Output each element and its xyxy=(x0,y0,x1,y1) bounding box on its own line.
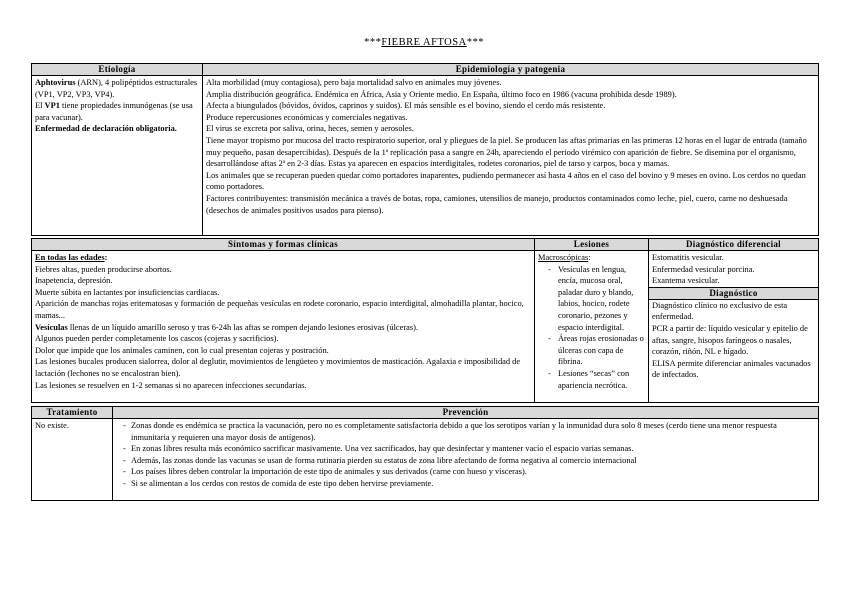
cell-prevencion xyxy=(113,419,819,501)
header-tratamiento: Tratamiento xyxy=(32,407,113,419)
cell-sintomas xyxy=(32,251,535,403)
etiologia-declaracion: Enfermedad de declaración obligatoria. xyxy=(35,124,177,134)
prevencion-list xyxy=(116,420,815,490)
header-lesiones: Lesiones xyxy=(535,239,649,251)
list-item: - Lesiones “secas” con apariencia necrótica. xyxy=(548,368,645,391)
lesiones-heading: Macroscópicas: xyxy=(538,253,591,262)
list-item: - Zonas donde es endémica se practica la vacunación, pero no es completamente satisfactoria debido a que los serotipos varían y la inmunidad dura solo 8 meses (cerdo tiene una menor respuesta inmunitaria y requieren una mayor dosis de antígenos). xyxy=(123,420,815,443)
header-epidemiologia: Epidemiología y patogenia xyxy=(203,64,819,76)
sintoma-line: Algunos pueden perder completamente los cascos (cojeras y sacrificios). xyxy=(35,334,279,344)
sintoma-line: Las lesiones se resuelven en 1-2 semanas si no aparecen infecciones secundarias. xyxy=(35,380,307,390)
etiologia-virus-name: Aphtovirus xyxy=(35,78,76,87)
epi-line: Amplia distribución geográfica. Endémica en África, Asia y Oriente medio. En España, último foco en 1986 (vacuna prohibida desde 1989). xyxy=(206,89,677,99)
cell-etiologia xyxy=(32,76,203,236)
diag-dif-item: Enfermedad vesicular porcina. xyxy=(652,264,755,274)
page-title xyxy=(0,37,848,48)
list-item: - Si se alimentan a los cerdos con restos de comida de este tipo deben hervirse previamente. xyxy=(123,478,815,490)
sintoma-line: Muerte súbita en lactantes por insuficiencias cardiacas. xyxy=(35,287,220,297)
epi-line: Los animales que se recuperan pueden quedar como portadores inaparentes, pudiendo permanecer así hasta 4 años en el caso del bovino y 9 meses en ovino. Los cerdos no quedan como portadores. xyxy=(206,170,806,192)
epi-line: Factores contribuyentes: transmisión mecánica a través de botas, ropa, camiones, utensilios de manejo, productos contaminados como leche, piel, cuero, carne no deshuesada (desechos de animales positivos usados para pienso). xyxy=(206,193,788,215)
title-prefix: *** xyxy=(364,37,382,48)
diagnostico-item: ELISA permite diferenciar animales vacunados de infectados. xyxy=(652,358,811,380)
sintoma-line: Dolor que impide que los animales caminen, con lo cual presentan cojeras y postración. xyxy=(35,345,329,355)
lesiones-list xyxy=(538,264,645,392)
diag-dif-item: Exantema vesicular. xyxy=(652,276,720,286)
sintoma-vesiculas: Vesículas llenas de un líquido amarillo seroso y tras 6-24h las aftas se rompen dejando lesiones erosivas (úlceras). xyxy=(35,322,418,332)
table-etiologia-epidemiologia xyxy=(31,63,819,236)
list-item: - Áreas rojas erosionadas o úlceras con capa de fibrina. xyxy=(548,333,645,368)
sintoma-line: Las lesiones bucales producen sialorrea, dolor al deglutir, movimientos de lengüeteo y movimientos de masticación. Agalaxia e imposibilidad de lactación (lechones no se encalostran bien). xyxy=(35,357,521,378)
sintoma-line: Inapetencia, depresión. xyxy=(35,276,113,286)
sintoma-line: Fiebres altas, pueden producirse abortos. xyxy=(35,264,172,274)
epi-line: Afecta a biungulados (bóvidos, óvidos, caprinos y suidos). El más sensible es el bovino, siendo el cerdo más resistente. xyxy=(206,101,606,111)
list-item: - Vesículas en lengua, encía, mucosa oral, paladar duro y blando, labios, hocico, rodete coronario, pezones y espacio interdigital. xyxy=(548,264,645,334)
table-tratamiento-prevencion xyxy=(31,406,819,501)
cell-epidemiologia xyxy=(203,76,819,236)
diagnostico-item: PCR a partir de: líquido vesicular y epitelio de aftas, sangre, hisopos faríngeos o nasales, corazón, riñón, NL e hígado. xyxy=(652,323,808,357)
cell-diagnostico xyxy=(649,251,819,403)
cell-lesiones xyxy=(535,251,649,403)
header-prevencion: Prevención xyxy=(113,407,819,419)
diagnostico-item: Diagnóstico clínico no exclusivo de esta enfermedad. xyxy=(652,300,788,322)
list-item: - Además, las zonas donde las vacunas se usan de forma rutinaria pierden su estatus de zona libre afectando de forma negativa al comercio internacional xyxy=(123,455,815,467)
title-suffix: *** xyxy=(466,37,484,48)
list-item: - Los países libres deben controlar la importación de este tipo de animales y sus derivados (carne con hueso y vísceras). xyxy=(123,466,815,478)
diag-dif-item: Estomatitis vesicular. xyxy=(652,253,724,262)
header-etiologia: Etiología xyxy=(32,64,203,76)
etiologia-line-2: El VP1 tiene propiedades inmunógenas (se usa para vacunar). xyxy=(35,101,193,122)
title-main: FIEBRE AFTOSA xyxy=(381,37,467,48)
header-sintomas: Síntomas y formas clínicas xyxy=(32,239,535,251)
list-item: - En zonas libres resulta más económico sacrificar masivamente. Una vez sacrificados, hay que desinfectar y mantener vacío el espacio varias semanas. xyxy=(123,443,815,455)
etiologia-line-1: Aphtovirus (ARN), 4 polipéptidos estructurales (VP1, VP2, VP3, VP4). xyxy=(35,78,198,99)
sintoma-line: Aparición de manchas rojas eritematosas y formación de pequeñas vesículas en rodete coronario, espacio interdigital, almohadilla plantar, hocico, mamas... xyxy=(35,299,524,320)
epi-line: Tiene mayor tropismo por mucosa del tracto respiratorio superior, oral y pliegues de la piel. Se producen las aftas primarias en las primeras 12 horas en el lugar de entrada (tamaño muy pequeño, pasan desapercibidas). Después de la 1ª replicación pasa a sangre en 24h, apareciendo el periodo virémico con aparición de fiebre. Se disemina por el organismo, desarrollándose aftas 2ª en 2-3 días. Estas ya aparecen en espacios interdigitales, rodetes coronarios, piel de tarso y carpos, boca y mamas. xyxy=(206,135,807,169)
epi-line: Produce repercusiones económicas y comerciales negativas. xyxy=(206,112,408,122)
cell-tratamiento: No existe. xyxy=(32,419,113,501)
epi-line: Alta morbilidad (muy contagiosa), pero baja mortalidad salvo en animales muy jóvenes. xyxy=(206,78,502,87)
sintomas-heading: En todas las edades: xyxy=(35,253,108,262)
header-diag-dif: Diagnóstico diferencial xyxy=(649,239,819,251)
header-diagnostico: Diagnóstico xyxy=(649,287,818,300)
epi-line: El virus se excreta por saliva, orina, heces, semen y aerosoles. xyxy=(206,124,414,134)
table-sintomas-lesiones-diagnostico xyxy=(31,238,819,403)
